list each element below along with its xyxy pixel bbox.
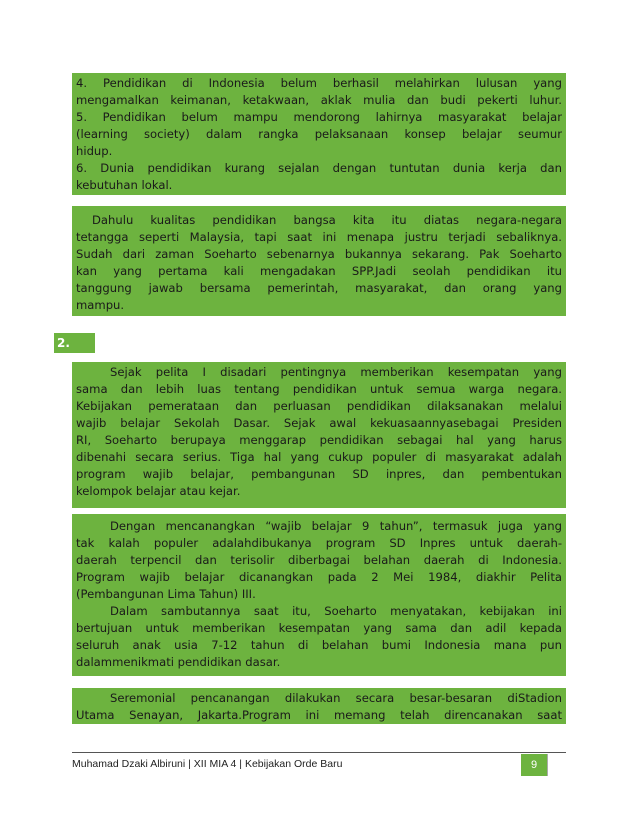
text-line: mampu.: [76, 298, 125, 312]
text-line: program wajib belajar, pembangunan SD inpres, dan pembentukan: [76, 467, 562, 481]
text-line: Program wajib belajar dicanangkan pada 2 Mei 1984, diakhir Pelita: [76, 570, 562, 584]
text-line: Utama Senayan, Jakarta.Program ini memang telah direncanakan saat: [76, 708, 562, 722]
page-number: 9: [521, 754, 547, 776]
text-line: seluruh anak usia 7-12 tahun di belahan bumi Indonesia mana pun: [76, 638, 562, 652]
page-number-divider: [547, 754, 548, 776]
text-line: tetangga seperti Malaysia, tapi saat ini menapa justru terjadi sebaliknya.: [76, 230, 562, 244]
text-line: Dahulu kualitas pendidikan bangsa kita itu diatas negara-negara: [92, 213, 562, 227]
text-line: (learning society) dalam rangka pelaksanaan konsep belajar seumur: [76, 127, 562, 141]
text-line: mengamalkan keimanan, ketakwaan, aklak mulia dan budi pekerti luhur.: [76, 93, 562, 107]
text-line: 6. Dunia pendidikan kurang sejalan dengan tuntutan dunia kerja dan: [76, 161, 562, 175]
text-line: bertujuan untuk memberikan kesempatan yang sama dan adil kepada: [76, 621, 562, 635]
text-line: Seremonial pencanangan dilakukan secara besar-besaran diStadion: [110, 691, 562, 705]
footer-text: Muhamad Dzaki Albiruni | XII MIA 4 | Kebijakan Orde Baru: [72, 758, 343, 770]
text-line: kebutuhan lokal.: [76, 178, 173, 192]
text-line: Kebijakan pemerataan dan perluasan pendidikan dilaksanakan melalui: [76, 399, 562, 413]
text-line: daerah terpencil dan terisolir diberbagai belahan daerah di Indonesia.: [76, 553, 562, 567]
text-line: wajib belajar Sekolah Dasar. Sejak awal kekuasaannyasebagai Presiden: [76, 416, 562, 430]
footer-divider: [72, 752, 566, 753]
section-title: Pemerataan Pendidikan.: [100, 336, 239, 350]
text-line: dibenahi secara serius. Tiga hal yang cukup populer di masyarakat adalah: [76, 450, 562, 464]
text-line: dalammenikmati pendidikan dasar.: [76, 655, 281, 669]
text-line: kan yang pertama kali mengadakan SPP.Jadi seolah pendidikan itu: [76, 264, 562, 278]
text-line: tanggung jawab bersama pemerintah, masyarakat, dan orang yang: [76, 281, 562, 295]
text-line: sama dan lebih luas tentang pendidikan untuk semua warga negara.: [76, 382, 562, 396]
text-line: 4. Pendidikan di Indonesia belum berhasil melahirkan lulusan yang: [76, 76, 562, 90]
text-line: hidup.: [76, 144, 113, 158]
text-line: Sudah dari zaman Soeharto sebenarnya bukannya sekarang. Pak Soeharto: [76, 247, 562, 261]
text-line: Dengan mencanangkan “wajib belajar 9 tahun”, termasuk juga yang: [110, 519, 562, 533]
text-line: Dalam sambutannya saat itu, Soeharto menyatakan, kebijakan ini: [110, 604, 562, 618]
text-line: (Pembangunan Lima Tahun) III.: [76, 587, 256, 601]
text-line: Sejak pelita I disadari pentingnya memberikan kesempatan yang: [110, 365, 562, 379]
section-number: 2.: [54, 333, 95, 353]
text-line: tak kalah populer adalahdibukanya program SD Inpres untuk daerah-: [76, 536, 562, 550]
text-line: 5. Pendidikan belum mampu mendorong lahirnya masyarakat belajar: [76, 110, 562, 124]
text-line: kelompok belajar atau kejar.: [76, 484, 241, 498]
text-line: RI, Soeharto berupaya menggarap pendidikan sebagai hal yang harus: [76, 433, 562, 447]
